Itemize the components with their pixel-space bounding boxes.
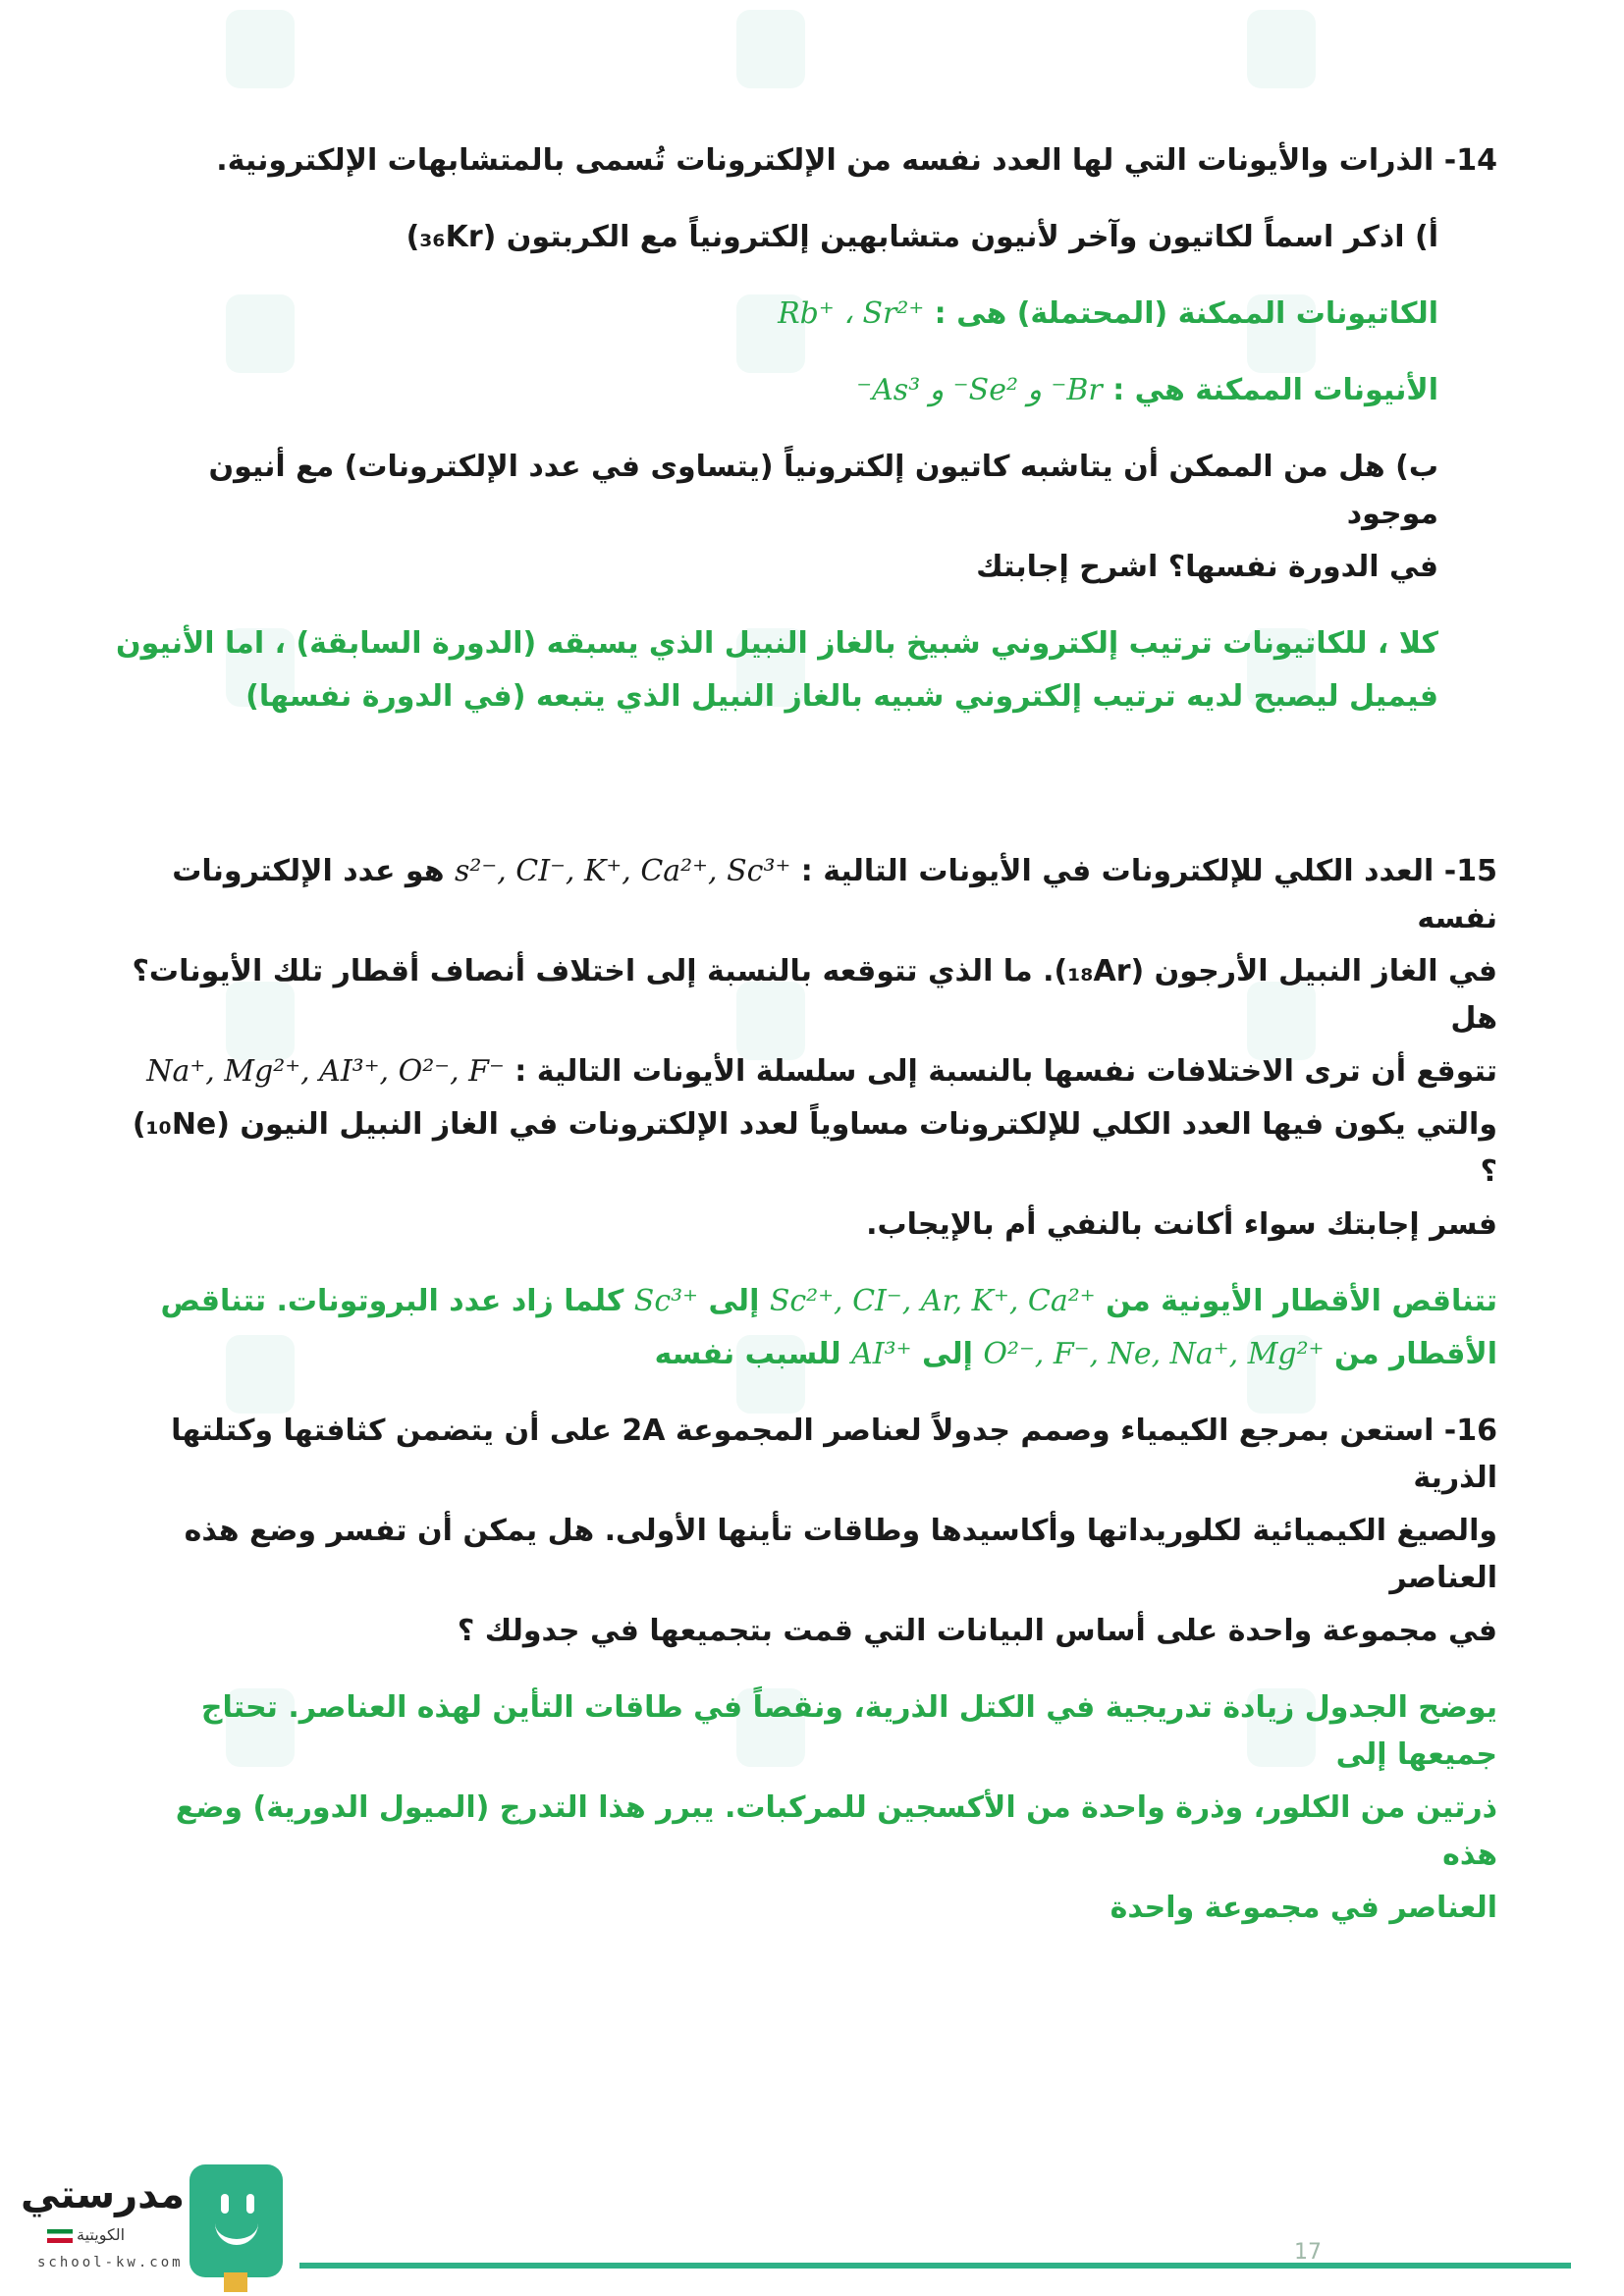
q15-answer2-formula-2: AI³⁺ (851, 1337, 912, 1371)
anions-formula: Br⁻ و Se²⁻ و As³⁻ (856, 373, 1103, 407)
q15-answer-text-a: تتناقص الأقطار الأيونية من (1106, 1284, 1497, 1318)
q15-line1-text: 15- العدد الكلي للإلكترونات في الأيونات التالية : (800, 854, 1497, 888)
q15-answer2-formula-1: O²⁻, F⁻, Ne, Na⁺, Mg²⁺ (983, 1337, 1325, 1371)
q14-b-question-line1: ب) هل من الممكن أن يتاشبه كاتيون إلكترونياً (يتساوى في عدد الإلكترونات) مع أنيون موجود (208, 450, 1438, 531)
cations-formula: Rb⁺ ، Sr²⁺ (778, 296, 925, 331)
q15-line3-formula: Na⁺, Mg²⁺, AI³⁺, O²⁻, F⁻ (146, 1054, 505, 1089)
brand-name: مدرستي (20, 2172, 185, 2217)
q15-line3-text: تتوقع أن ترى الاختلافات نفسها بالنسبة إلى سلسلة الأيونات التالية : (514, 1054, 1497, 1089)
book-icon (224, 2272, 247, 2292)
footer-divider (299, 2263, 1571, 2269)
brand-url[interactable]: school-kw.com (37, 2255, 184, 2270)
q14-a-answer-cations (113, 291, 1438, 338)
q16-line3: في مجموعة واحدة على أساس البيانات التي قمت بتجميعها في جدولك ؟ (457, 1614, 1497, 1648)
q14-b-question-line2: في الدورة نفسها؟ اشرح إجابتك (976, 550, 1438, 584)
watermark-logo (1247, 10, 1384, 147)
q14-a-question: أ) اذكر اسماً لكاتيون وآخر لأنيون متشابهين إلكترونياً مع الكربتون (₃₆Kr) (406, 220, 1438, 254)
q15-line3 (113, 1048, 1497, 1095)
q15-answer2-text-b: إلى (921, 1337, 973, 1371)
q14-b-answer-line1: كلا ، للكاتيونات ترتيب إلكتروني شبيخ بالغاز النبيل الذي يسبقه (الدورة السابقة) ، اما الأنيون (116, 626, 1438, 661)
q15-line2: في الغاز النبيل الأرجون (₁₈Ar). ما الذي تتوقعه بالنسبة إلى اختلاف أنصاف أقطار تلك الأيونات؟ هل (132, 954, 1497, 1036)
q16-answer-line2: ذرتين من الكلور، وذرة واحدة من الأكسجين للمركبات. يبرر هذا التدرج (الميول الدورية) وضع هذه (175, 1790, 1497, 1872)
q14-question: 14- الذرات والأيونات التي لها العدد نفسه من الإلكترونات تُسمى بالمتشابهات الإلكترونية. (216, 143, 1497, 178)
q16-answer-line3: العناصر في مجموعة واحدة (1110, 1891, 1497, 1925)
brand-logo[interactable] (20, 2164, 283, 2292)
q15-answer-line2 (113, 1331, 1497, 1378)
q15-line4: والتي يكون فيها العدد الكلي للإلكترونات مساوياً لعدد الإلكترونات في الغاز النبيل النيون (₁₀Ne) ؟ (132, 1107, 1497, 1189)
q16-line1: 16- استعن بمرجع الكيمياء وصمم جدولاً لعناصر المجموعة 2A على أن يتضمن كثافتها وكتلتها الذرية (171, 1414, 1497, 1495)
q15-answer-formula-2: Sc³⁺ (633, 1284, 698, 1318)
q14-b-answer-line2: فيميل ليصبح لديه ترتيب إلكتروني شبيه بالغاز النبيل الذي يتبعه (في الدورة نفسها) (245, 679, 1438, 714)
section-spacer (113, 750, 1497, 848)
q15-answer2-text-c: للسبب نفسه (654, 1337, 841, 1371)
q16-line2: والصيغ الكيميائية لكلوريداتها وأكاسيدها وطاقات تأينها الأولى. هل يمكن أن تفسر وضع هذه العناصر (184, 1514, 1497, 1595)
anions-label: الأنيونات الممكنة هي : (1112, 373, 1438, 407)
brand-mark-icon (189, 2164, 283, 2277)
q15-answer2-text-a: الأقطار من (1333, 1337, 1497, 1371)
watermark-logo (736, 10, 874, 147)
q15-answer-text-b: إلى (708, 1284, 760, 1318)
page-number: 17 (1294, 2240, 1322, 2265)
q15-answer-formula-1: Sc²⁺, CI⁻, Ar, K⁺, Ca²⁺ (769, 1284, 1096, 1318)
q15-line1-end: هو عدد الإلكترونات نفسه (172, 854, 1497, 935)
watermark-logo (226, 10, 363, 147)
kuwait-flag-icon (47, 2229, 73, 2243)
q15-line1-formula: s²⁻, CI⁻, K⁺, Ca²⁺, Sc³⁺ (454, 854, 791, 888)
q15-line1 (113, 848, 1497, 942)
page-content (113, 137, 1497, 1961)
brand-subtitle: الكويتية (77, 2225, 126, 2244)
q15-answer-line1 (113, 1278, 1497, 1325)
q15-line5: فسر إجابتك سواء أكانت بالنفي أم بالإيجاب. (866, 1207, 1497, 1242)
cations-label: الكاتيونات الممكنة (المحتملة) هى : (934, 296, 1438, 331)
q16-answer-line1: يوضح الجدول زيادة تدريجية في الكتل الذرية، ونقصاً في طاقات التأين لهذه العناصر. تحتاج جميعها إلى (200, 1690, 1497, 1772)
q15-answer-text-c: كلما زاد عدد البروتونات. تتناقص (160, 1284, 624, 1318)
q14-a-answer-anions (113, 367, 1438, 414)
